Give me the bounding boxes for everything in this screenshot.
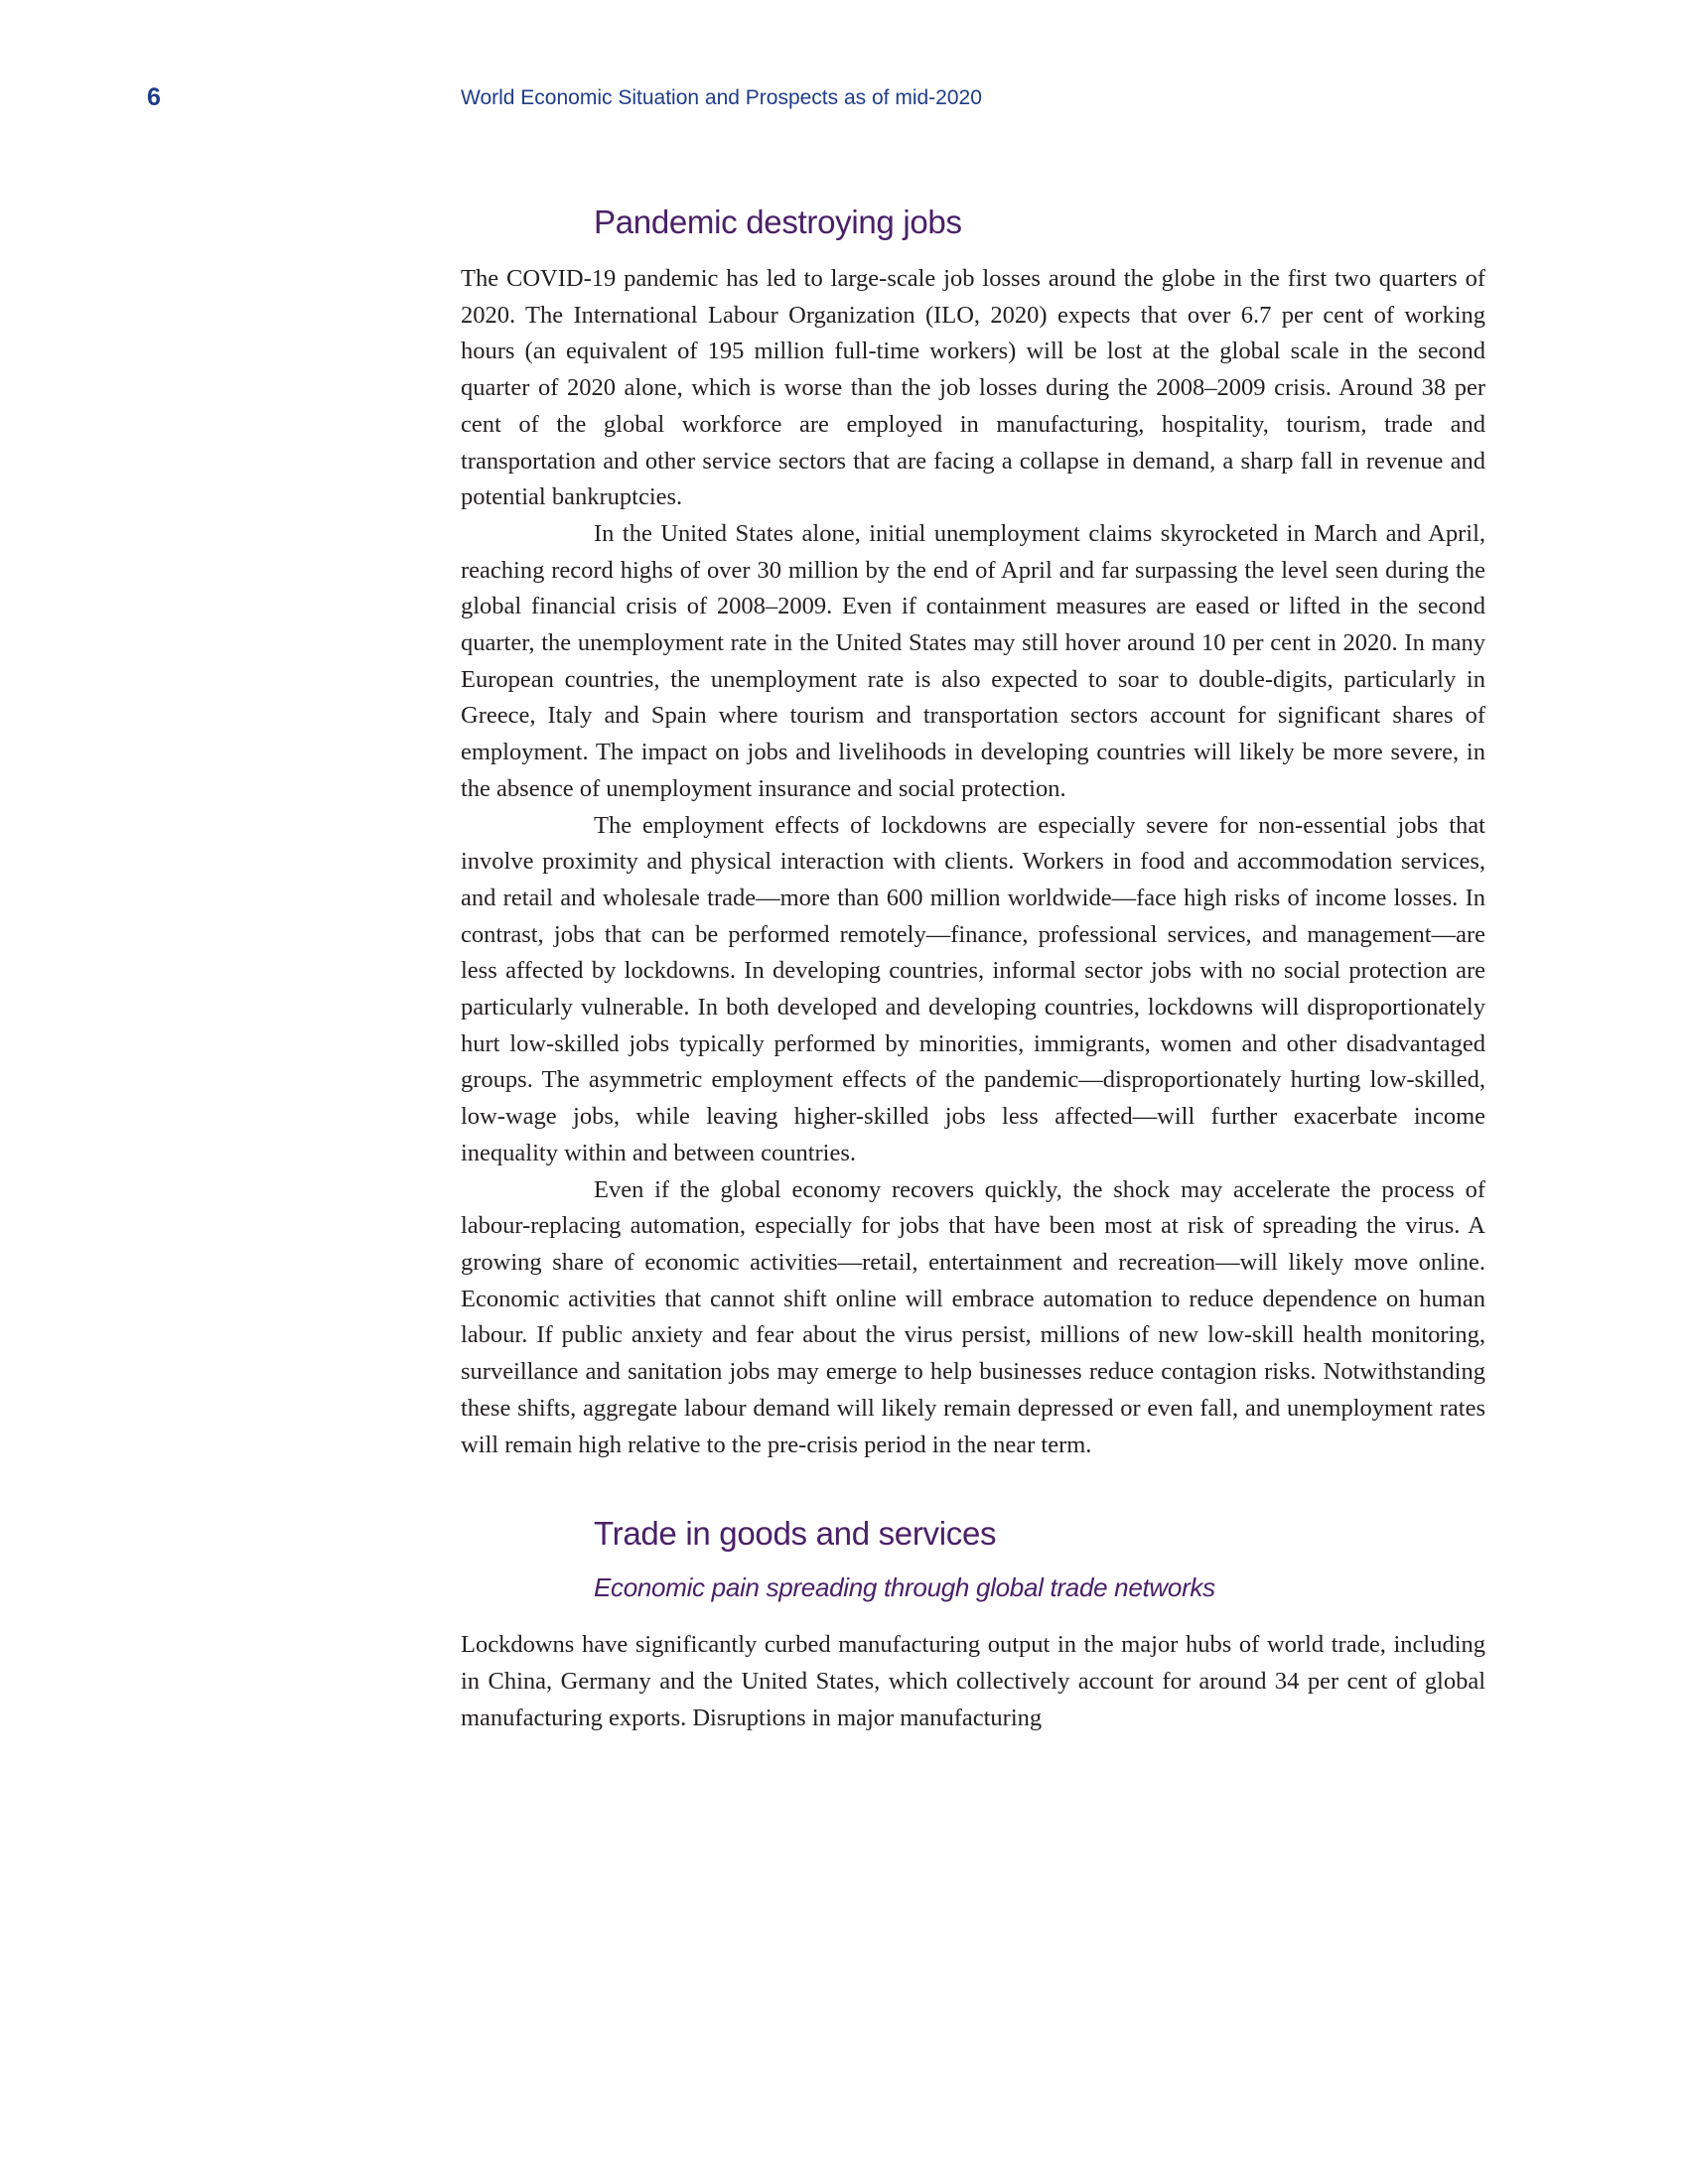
main-content — [461, 204, 1485, 1736]
section-subheading: Economic pain spreading through global trade networks — [594, 1572, 1215, 1603]
running-header — [0, 83, 1688, 123]
body-paragraph: The COVID-19 pandemic has led to large-scale job losses around the globe in the first two quarters of 2020. The International Labour Organization (ILO, 2020) expects that over 6.7 per cent of working hours (an equivalent of 195 million full-time workers) will be lost at the global scale in the second quarter of 2020 alone, which is worse than the job losses during the 2008–2009 crisis. Around 38 per cent of the global workforce are employed in manufacturing, hospitality, tourism, trade and transportation and other service sectors that are facing a collapse in demand, a sharp fall in revenue and potential bankruptcies. — [461, 265, 1485, 511]
section-pandemic-jobs — [461, 204, 1485, 1463]
running-title: World Economic Situation and Prospects as of mid-2020 — [461, 86, 982, 109]
section-spacer — [461, 1463, 1485, 1515]
body-paragraph: Lockdowns have significantly curbed manufacturing output in the major hubs of world trade, including in China, Germany and the United States, which collectively account for around 34 per cent of global manufacturing exports. Disruptions in major manufacturing — [461, 1631, 1485, 1731]
section-trade — [461, 1515, 1485, 1736]
page-number: 6 — [147, 83, 161, 111]
section-heading: Pandemic destroying jobs — [594, 204, 962, 240]
body-paragraph: Even if the global economy recovers quickly, the shock may accelerate the process of labour-replacing automation, especially for jobs that have been most at risk of spreading the virus. A growing share of economic activities—retail, entertainment and recreation—will likely move online. Economic activities that cannot shift online will embrace automation to reduce dependence on human labour. If public anxiety and fear about the virus persist, millions of new low-skill health monitoring, surveillance and sanitation jobs may emerge to help businesses reduce contagion risks. Notwithstanding these shifts, aggregate labour demand will likely remain depressed or even fall, and unemployment rates will remain high relative to the pre-crisis period in the near term. — [461, 1175, 1485, 1458]
body-paragraph: The employment effects of lockdowns are especially severe for non-essential jobs that involve proximity and physical interaction with clients. Workers in food and accommodation services, and retail and wholesale trade—more than 600 million worldwide—face high risks of income losses. In contrast, jobs that can be performed remotely—finance, professional services, and management—are less affected by lockdowns. In developing countries, informal sector jobs with no social protection are particularly vulnerable. In both developed and developing countries, lockdowns will disproportionately hurt low-skilled jobs typically performed by minorities, immigrants, women and other disadvantaged groups. The asymmetric employment effects of the pandemic—disproportionately hurting low-skilled, low-wage jobs, while leaving higher-skilled jobs less affected—will further exacerbate income inequality within and between countries. — [461, 811, 1485, 1166]
body-paragraph: In the United States alone, initial unemployment claims skyrocketed in March and April, reaching record highs of over 30 million by the end of April and far surpassing the level seen during the global financial crisis of 2008–2009. Even if containment measures are eased or lifted in the second quarter, the unemployment rate in the United States may still hover around 10 per cent in 2020. In many European countries, the unemployment rate is also expected to soar to double-digits, particularly in Greece, Italy and Spain where tourism and transportation sectors account for significant shares of employment. The impact on jobs and livelihoods in developing countries will likely be more severe, in the absence of unemployment insurance and social protection. — [461, 519, 1485, 802]
section-heading: Trade in goods and services — [594, 1515, 997, 1553]
